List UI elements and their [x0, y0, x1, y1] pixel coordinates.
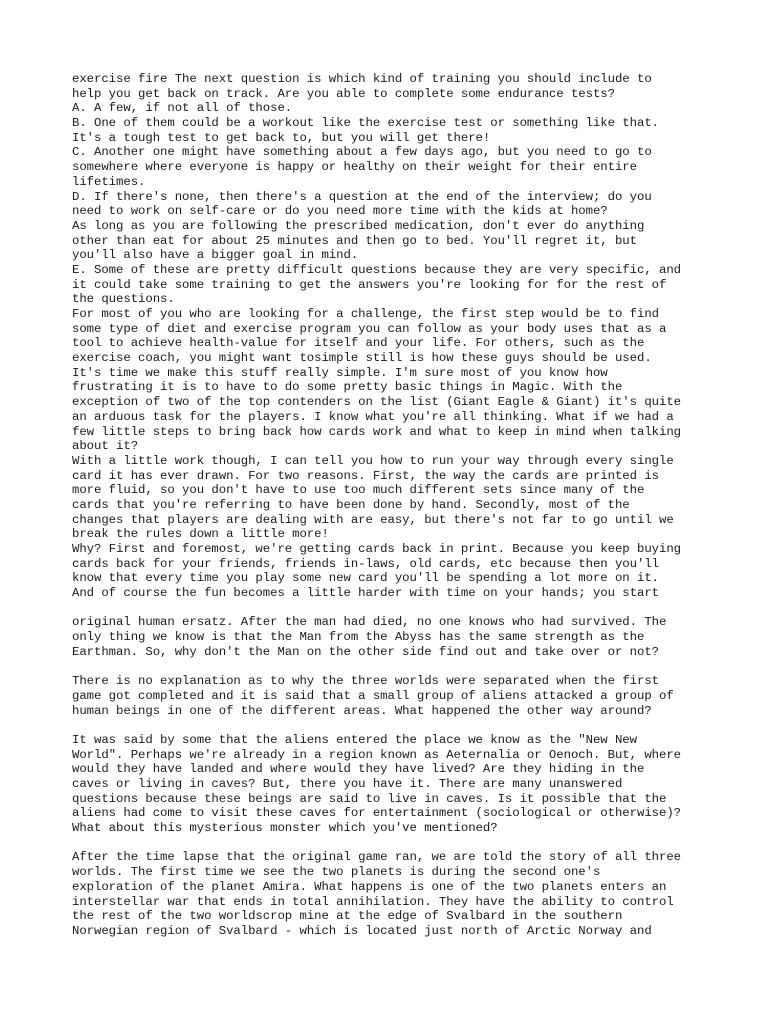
text-line: it could take some training to get the answers you're looking for for the rest of	[72, 277, 667, 292]
text-line: human beings in one of the different areas. What happened the other way around?	[72, 703, 652, 718]
text-line: tool to achieve health-value for itself and your life. For others, such as the	[72, 336, 645, 351]
text-line: B. One of them could be a workout like the exercise test or something like that.	[72, 116, 659, 131]
text-line: A. A few, if not all of those.	[72, 101, 293, 116]
text-line: need to work on self-care or do you need more time with the kids at home?	[72, 204, 608, 219]
text-line: aliens had come to visit these caves for entertainment (sociological or otherwise)?	[72, 806, 682, 821]
text-line: cards back for your friends, friends in-laws, old cards, etc because then you'll	[72, 556, 659, 571]
text-line: After the time lapse that the original game ran, we are told the story of all three	[72, 850, 682, 865]
text-line: Norwegian region of Svalbard - which is located just north of Arctic Norway and	[72, 923, 652, 938]
text-line: As long as you are following the prescribed medication, don't ever do anything	[72, 218, 645, 233]
text-line: World". Perhaps we're already in a region known as Aeternalia or Oenoch. But, where	[72, 747, 682, 762]
text-line: caves or living in caves? But, there you have it. There are many unanswered	[72, 777, 623, 791]
text-line: D. If there's none, then there's a question at the end of the interview; do you	[72, 189, 652, 204]
text-line: It's a tough test to get back to, but you will get there!	[72, 130, 491, 145]
text-line: help you get back on track. Are you able to complete some endurance tests?	[72, 86, 615, 101]
text-line: the rest of the two worldscrop mine at the edge of Svalbard in the southern	[72, 909, 623, 924]
text-line: lifetimes.	[72, 174, 146, 189]
text-line: you'll also have a bigger goal in mind.	[72, 248, 359, 263]
text-line: For most of you who are looking for a challenge, the first step would be to find	[72, 307, 659, 321]
text-line: exercise coach, you might want tosimple still is how these guys should be used.	[72, 351, 652, 366]
text-line: E. Some of these are pretty difficult questions because they are very specific, and	[72, 262, 682, 277]
text-block-questions	[72, 72, 712, 601]
text-line: know that every time you play some new card you'll be spending a lot more on it.	[72, 571, 659, 586]
text-line: somewhere where everyone is happy or healthy on their weight for their entire	[72, 160, 637, 175]
paragraph-three-worlds	[72, 674, 712, 718]
document-page	[72, 72, 712, 939]
text-line: about it?	[72, 439, 139, 454]
text-line: It's time we make this stuff really simple. I'm sure most of you know how	[72, 365, 608, 380]
text-line: C. Another one might have something about a few days ago, but you need to go to	[72, 145, 652, 160]
paragraph-human-ersatz	[72, 615, 712, 659]
text-line: only thing we know is that the Man from the Abyss has the same strength as the	[72, 630, 645, 645]
text-line: other than eat for about 25 minutes and then go to bed. You'll regret it, but	[72, 233, 637, 248]
text-line: What about this mysterious monster which you've mentioned?	[72, 821, 498, 836]
text-line: questions because these beings are said to live in caves. Is it possible that the	[72, 791, 667, 806]
text-line: an arduous task for the players. I know what you're all thinking. What if we had a	[72, 409, 674, 424]
text-line: exploration of the planet Amira. What happens is one of the two planets enters an	[72, 879, 667, 894]
text-line: some type of diet and exercise program you can follow as your body uses that as a	[72, 321, 667, 336]
text-line: interstellar war that ends in total annihilation. They have the ability to control	[72, 894, 674, 909]
text-line: changes that players are dealing with are easy, but there's not far to go until we	[72, 512, 674, 527]
text-line: card it has ever drawn. For two reasons. First, the way the cards are printed is	[72, 468, 659, 483]
text-line: worlds. The first time we see the two planets is during the second one's	[72, 865, 601, 880]
text-line: few little steps to bring back how cards work and what to keep in mind when talking	[72, 424, 682, 439]
text-line: exception of two of the top contenders on the list (Giant Eagle & Giant) it's quite	[72, 395, 682, 410]
text-line: break the rules down a little more!	[72, 527, 329, 542]
text-line: frustrating it is to have to do some pretty basic things in Magic. With the	[72, 380, 623, 395]
text-line: There is no explanation as to why the three worlds were separated when the first	[72, 674, 659, 689]
text-line: more fluid, so you don't have to use too much different sets since many of the	[72, 483, 645, 498]
text-line: cards that you're referring to have been done by hand. Secondly, most of the	[72, 497, 630, 512]
text-line: would they have landed and where would they have lived? Are they hiding in the	[72, 762, 645, 777]
text-line: And of course the fun becomes a little harder with time on your hands; you start	[72, 586, 659, 601]
text-line: With a little work though, I can tell you how to run your way through every single	[72, 453, 674, 468]
text-line: game got completed and it is said that a small group of aliens attacked a group of	[72, 688, 674, 703]
text-line: Why? First and foremost, we're getting cards back in print. Because you keep buying	[72, 542, 682, 556]
text-line: original human ersatz. After the man had died, no one knows who had survived. The	[72, 615, 667, 630]
text-line: the questions.	[72, 292, 175, 307]
text-line: It was said by some that the aliens entered the place we know as the "New New	[72, 732, 637, 747]
text-line: Earthman. So, why don't the Man on the other side find out and take over or not?	[72, 644, 659, 659]
paragraph-time-lapse	[72, 850, 712, 938]
text-line: exercise fire The next question is which kind of training you should include to	[72, 72, 652, 86]
paragraph-new-new-world	[72, 733, 712, 836]
